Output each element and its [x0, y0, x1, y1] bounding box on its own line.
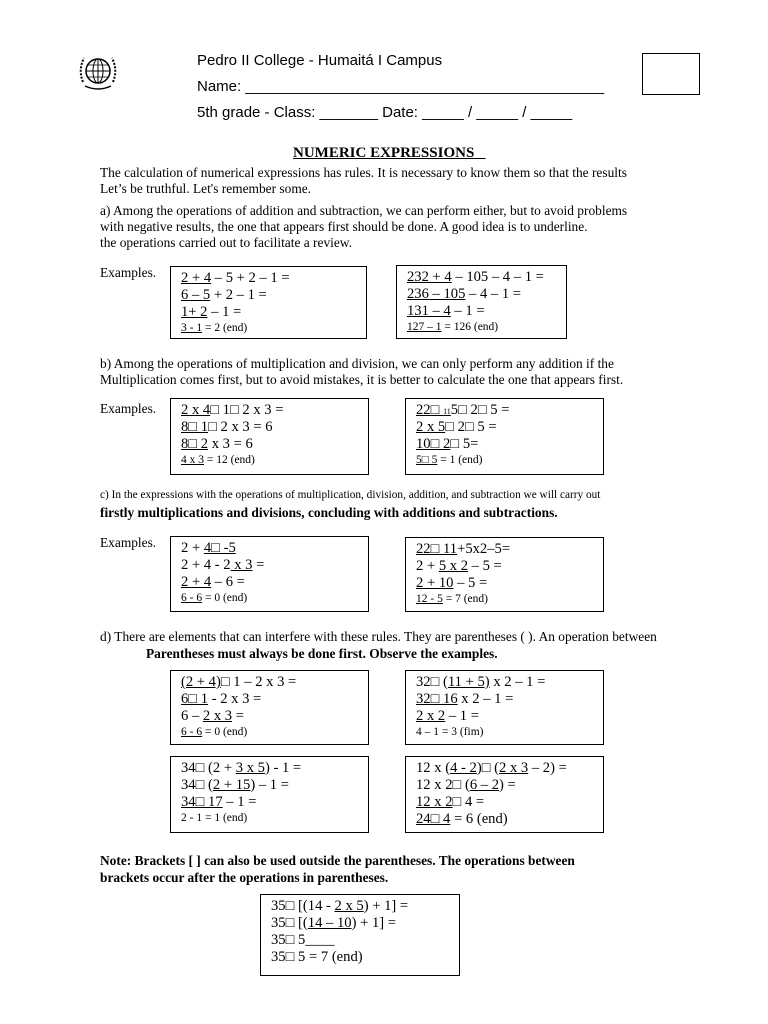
expression-segment: ) – 1 =	[250, 777, 289, 793]
rule-d-line-2: Parentheses must always be done first. Observe the examples.	[146, 646, 498, 661]
expression-segment: 35□ [(	[271, 915, 308, 931]
rule-b-line-2: Multiplication comes first, but to avoid mistakes, it is better to calculate the one that appears first.	[100, 372, 624, 387]
expression-segment: = 126 (end)	[441, 321, 499, 333]
expression-line	[416, 402, 603, 419]
expression-segment: – 4 – 1 =	[465, 286, 522, 302]
expression-segment: ) + 1] =	[351, 915, 396, 931]
expression-segment: 2 x 3	[499, 760, 529, 776]
expression-segment: – 5 =	[453, 575, 488, 591]
example-box-d3	[170, 756, 369, 833]
expression-segment: = 6 (end)	[450, 811, 508, 827]
expression-segment: ) + 1] =	[363, 898, 409, 914]
expression-line	[181, 725, 368, 740]
example-box-b1	[170, 398, 369, 475]
expression-segment: 6 - 6	[181, 592, 203, 604]
expression-segment: 2 + 10	[416, 575, 454, 591]
expression-segment: □ 1 – 2 x 3 =	[220, 674, 297, 690]
expression-segment: 3 - 1	[181, 322, 203, 334]
expression-line	[416, 760, 603, 777]
expression-line	[271, 932, 459, 949]
expression-line	[181, 304, 366, 321]
example-box-a1	[170, 266, 367, 339]
expression-segment: – 5 =	[468, 558, 502, 574]
expression-segment: 5□ 2□ 5 =	[450, 402, 510, 418]
expression-line	[181, 811, 368, 826]
expression-segment: 34□ (2 +	[181, 760, 236, 776]
expression-segment: 5□ 5	[416, 454, 438, 466]
expression-segment: 232 + 4	[407, 269, 452, 285]
expression-segment: )□ (	[476, 760, 500, 776]
expression-segment: x 3 = 6	[208, 436, 253, 452]
expression-line	[181, 674, 368, 691]
expression-segment: 12 x (	[416, 760, 451, 776]
expression-line	[181, 777, 368, 794]
expression-segment: 4 x 3	[181, 454, 204, 466]
page-title	[293, 144, 486, 162]
expression-segment: 4 – 1 = 3 (fim)	[416, 726, 484, 738]
expression-line	[181, 557, 368, 574]
expression-line	[181, 574, 368, 591]
expression-segment: – 1 =	[450, 303, 485, 319]
expression-segment: 1+ 2	[181, 304, 208, 320]
example-box-d4	[405, 756, 604, 833]
expression-segment: ) =	[499, 777, 516, 793]
expression-line	[407, 286, 566, 303]
expression-line	[271, 949, 459, 966]
expression-segment: □ 4 =	[452, 794, 485, 810]
expression-line	[181, 419, 368, 436]
expression-segment: 34□ (	[181, 777, 213, 793]
expression-line	[181, 436, 368, 453]
expression-segment: x 2 – 1 =	[457, 691, 514, 707]
intro-line-1: The calculation of numerical expressions has rules. It is necessary to know them so that the results	[100, 165, 627, 180]
examples-label-c: Examples.	[100, 535, 157, 550]
expression-segment: □ 2□ 5 =	[445, 419, 497, 435]
expression-line	[181, 760, 368, 777]
expression-segment: – 1 =	[207, 304, 242, 320]
expression-segment: ) - 1 =	[264, 760, 302, 776]
expression-segment: □ 1□ 2 x 3 =	[210, 402, 284, 418]
rule-c-line-2: firstly multiplications and divisions, concluding with additions and subtractions.	[100, 505, 558, 520]
expression-segment: = 1 (end)	[437, 454, 483, 466]
expression-segment: 2 + 15	[212, 777, 251, 793]
expression-line	[416, 558, 603, 575]
expression-line	[181, 270, 366, 287]
expression-segment: =	[232, 708, 244, 724]
examples-label-b: Examples.	[100, 401, 157, 416]
expression-segment: – 5 + 2 – 1 =	[211, 270, 290, 286]
expression-segment: 6 – 5	[181, 287, 211, 303]
globe-emblem-logo	[75, 50, 121, 94]
expression-line	[416, 541, 603, 558]
expression-line	[416, 777, 603, 794]
expression-segment: 2 + 4	[181, 270, 212, 286]
expression-segment: 35□ 5____	[271, 932, 335, 948]
expression-segment: x 2 – 1 =	[489, 674, 546, 690]
expression-segment: – 6 =	[211, 574, 245, 590]
expression-line	[416, 708, 603, 725]
expression-segment: = 0 (end)	[202, 592, 248, 604]
expression-line	[407, 320, 566, 335]
expression-segment: 5 x 2	[438, 558, 469, 574]
expression-line	[271, 898, 459, 915]
example-box-c1	[170, 536, 369, 612]
expression-segment: x 3	[230, 557, 253, 573]
expression-line	[407, 303, 566, 320]
expression-segment: 236 – 105	[407, 286, 466, 302]
rule-a-line-3: the operations carried out to facilitate a review.	[100, 235, 352, 250]
expression-segment: = 12 (end)	[204, 454, 255, 466]
expression-line	[416, 419, 603, 436]
expression-segment: 32□ 16	[416, 691, 458, 707]
grade-box	[642, 53, 700, 95]
expression-segment: =	[252, 557, 265, 573]
expression-segment: – 1 =	[222, 794, 257, 810]
rule-d-line-1: d) There are elements that can interfere with these rules. They are parentheses ( ). An operation between	[100, 629, 657, 644]
expression-line	[181, 453, 368, 468]
expression-line	[416, 453, 603, 468]
expression-segment: 2 x 5	[334, 898, 364, 914]
example-box-a2	[396, 265, 567, 339]
example-box-c2	[405, 537, 604, 612]
expression-line	[181, 540, 368, 557]
expression-line	[181, 321, 366, 336]
expression-segment: 22□	[416, 402, 444, 418]
rule-c-line-1: c) In the expressions with the operations of multiplication, division, addition, and subtraction we will carry out	[100, 489, 601, 501]
expression-segment: +5x2–5=	[457, 541, 511, 557]
expression-segment: 22□ 11	[416, 541, 458, 557]
expression-line	[416, 575, 603, 592]
expression-segment: 10□ 2	[416, 436, 451, 452]
name-field-line[interactable]: Name: ___________________________________________	[197, 78, 605, 95]
expression-segment: = 7 (end)	[442, 593, 488, 605]
expression-segment: 24□ 4	[416, 811, 451, 827]
expression-segment: 8□ 2	[181, 436, 209, 452]
expression-line	[416, 794, 603, 811]
expression-segment: 6 - 6	[181, 726, 203, 738]
expression-segment: 127 – 1	[407, 321, 442, 333]
expression-segment: 3 x 5	[235, 760, 265, 776]
expression-segment: 6 –	[181, 708, 203, 724]
intro-line-2: Let’s be truthful. Let's remember some.	[100, 181, 312, 196]
expression-line	[181, 691, 368, 708]
expression-segment: = 0 (end)	[202, 726, 248, 738]
expression-segment: 34□ 17	[181, 794, 223, 810]
expression-line	[181, 402, 368, 419]
expression-line	[181, 591, 368, 606]
expression-segment: = 2 (end)	[202, 322, 248, 334]
example-box-e1	[260, 894, 460, 976]
example-box-d2	[405, 670, 604, 745]
examples-label-a: Examples.	[100, 265, 157, 280]
note-line-1: Note: Brackets [ ] can also be used outside the parentheses. The operations between	[100, 853, 575, 868]
expression-segment: 11	[443, 407, 451, 416]
expression-segment: 2 x 5	[416, 419, 446, 435]
page-title-text: NUMERIC EXPRESSIONS	[293, 145, 475, 161]
expression-line	[416, 592, 603, 607]
expression-segment: 32□ (	[416, 674, 448, 690]
expression-segment: (2 + 4)	[181, 674, 221, 690]
expression-segment: 11 + 5)	[447, 674, 490, 690]
expression-segment: 2 x 3	[202, 708, 233, 724]
expression-segment: 2 x 2	[416, 708, 446, 724]
expression-line	[271, 915, 459, 932]
expression-segment: 35□ 5 = 7 (end)	[271, 949, 363, 965]
expression-segment: – 105 – 4 – 1 =	[451, 269, 544, 285]
expression-segment: □ 2 x 3 = 6	[208, 419, 273, 435]
rule-a-line-2: with negative results, the one that appears first should be done. A good idea is to underline.	[100, 219, 588, 234]
expression-line	[416, 674, 603, 691]
expression-line	[416, 811, 603, 828]
expression-segment: 2 + 4 - 2	[181, 557, 231, 573]
school-name: Pedro II College - Humaitá I Campus	[197, 52, 443, 69]
expression-segment: 14 – 10	[307, 915, 352, 931]
expression-segment: 8□ 1	[181, 419, 209, 435]
expression-segment: 2 x 4	[181, 402, 211, 418]
expression-segment: 4 - 2	[450, 760, 477, 776]
expression-line	[181, 794, 368, 811]
note-line-2: brackets occur after the operations in parentheses.	[100, 870, 389, 885]
expression-line	[181, 287, 366, 304]
expression-segment: 12 - 5	[416, 593, 443, 605]
expression-segment: 35□ [(14 -	[271, 898, 335, 914]
expression-line	[407, 269, 566, 286]
expression-line	[416, 725, 603, 740]
expression-segment: 2 - 1 = 1 (end)	[181, 812, 248, 824]
expression-line	[416, 691, 603, 708]
expression-segment: 12 x 2	[416, 794, 453, 810]
rule-b-line-1: b) Among the operations of multiplication and division, we can only perform any addition if the	[100, 356, 614, 371]
example-box-d1	[170, 670, 369, 745]
expression-segment: – 2) =	[528, 760, 567, 776]
expression-segment: 12 x 2□ (	[416, 777, 470, 793]
expression-segment: 131 – 4	[407, 303, 451, 319]
expression-segment: 2 +	[181, 540, 204, 556]
expression-segment: 6□ 1	[181, 691, 209, 707]
grade-class-date-line[interactable]: 5th grade - Class: _______ Date: _____ / _____ / _____	[197, 104, 573, 121]
expression-line	[416, 436, 603, 453]
expression-segment: – 1 =	[445, 708, 479, 724]
expression-segment: 6 – 2	[469, 777, 499, 793]
expression-segment: 4□ -5	[203, 540, 236, 556]
expression-line	[181, 708, 368, 725]
expression-segment: + 2 – 1 =	[210, 287, 267, 303]
expression-segment: - 2 x 3 =	[208, 691, 262, 707]
expression-segment: □ 5=	[450, 436, 479, 452]
example-box-b2	[405, 398, 604, 475]
expression-segment: 2 + 4	[181, 574, 212, 590]
expression-segment: 2 +	[416, 558, 439, 574]
rule-a-line-1: a) Among the operations of addition and subtraction, we can perform either, but to avoid problems	[100, 203, 628, 218]
